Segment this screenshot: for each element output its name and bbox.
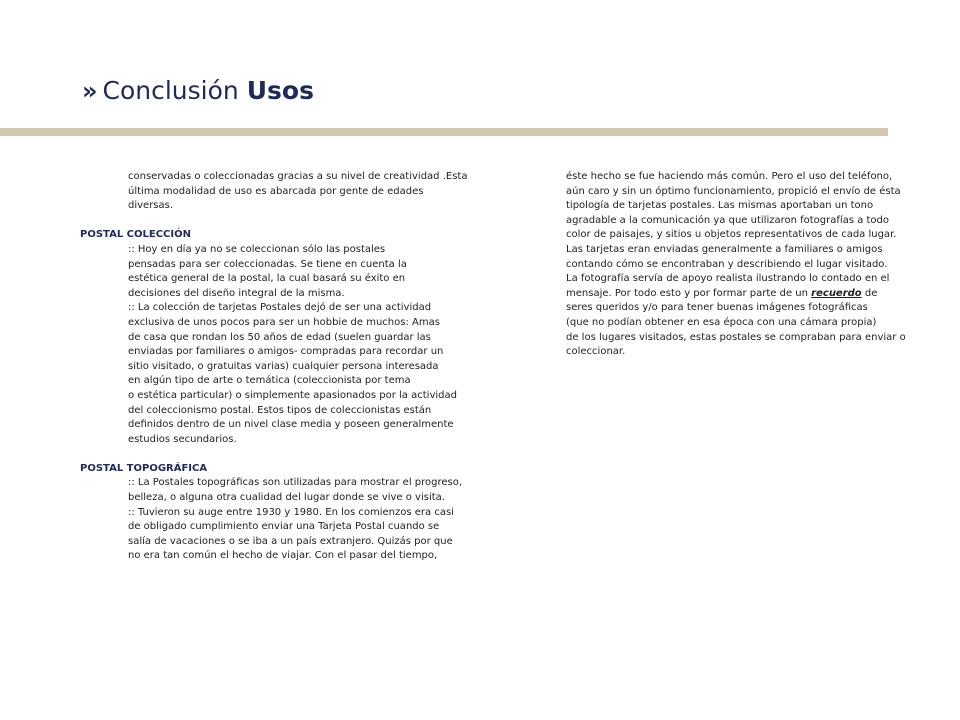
text-line: (que no podían obtener en esa época con una cámara propia) xyxy=(566,316,877,328)
text-line-emphasis xyxy=(566,287,936,302)
text-line: del coleccionismo postal. Estos tipos de coleccionistas están xyxy=(128,404,432,416)
text-line: conservadas o coleccionadas gracias a su nivel de creatividad .Esta xyxy=(128,171,468,182)
text-line: :: La Postales topográficas son utilizadas para mostrar el progreso, xyxy=(128,477,463,489)
text-line: definidos dentro de un nivel clase media y poseen generalmente xyxy=(128,419,454,431)
section-heading-topografica: POSTAL TOPOGRÁFICA xyxy=(80,462,208,474)
text-line: enviadas por familiares o amigos- compradas para recordar un xyxy=(128,346,444,358)
section-heading-coleccion: POSTAL COLECCIÓN xyxy=(80,229,191,241)
text-line: contando cómo se encontraban y describiendo el lugar visitado. xyxy=(566,258,888,270)
page-title xyxy=(82,76,314,105)
emphasized-word: recuerdo xyxy=(811,287,862,299)
text-line: de casa que rondan los 50 años de edad (suelen guardar las xyxy=(128,331,431,343)
section-coleccion-body xyxy=(80,243,500,447)
left-column xyxy=(80,170,500,564)
text-line: estética general de la postal, la cual basará su éxito en xyxy=(128,273,406,285)
text-line: tipología de tarjetas postales. Las mismas aportaban un tono xyxy=(566,200,874,212)
text-line: La fotografía servía de apoyo realista ilustrando lo contado en el xyxy=(566,273,890,285)
accent-divider xyxy=(0,128,888,136)
text-line: última modalidad de uso es abarcada por gente de edades xyxy=(128,185,424,197)
text-line: belleza, o alguna otra cualidad del lugar donde se vive o visita. xyxy=(128,492,445,504)
text-line: pensadas para ser coleccionadas. Se tiene en cuenta la xyxy=(128,258,407,270)
text-line: color de paisajes, y sitios u objetos representativos de cada lugar. xyxy=(566,229,897,241)
text-line: aún caro y sin un óptimo funcionamiento, propició el envío de ésta xyxy=(566,185,901,197)
text-line: en algún tipo de arte o temática (coleccionista por tema xyxy=(128,375,411,387)
text-segment: mensaje. Por todo esto y por formar parte de un xyxy=(566,287,812,299)
text-line: éste hecho se fue haciendo más común. Pero el uso del teléfono, xyxy=(566,171,893,182)
text-segment: de xyxy=(861,287,878,299)
text-line: :: Hoy en día ya no se coleccionan sólo las postales xyxy=(128,243,386,255)
text-line: no era tan común el hecho de viajar. Con el pasar del tiempo, xyxy=(128,550,438,562)
chevron-icon: » xyxy=(82,77,95,105)
text-line: :: Tuvieron su auge entre 1930 y 1980. En los comienzos era casi xyxy=(128,506,454,518)
text-line: sitio visitado, o gratuitas varias) cualquier persona interesada xyxy=(128,360,439,372)
title-main: Conclusión xyxy=(102,76,239,105)
right-column xyxy=(566,170,936,360)
text-line: diversas. xyxy=(128,200,174,212)
text-line: de obligado cumplimiento enviar una Tarjeta Postal cuando se xyxy=(128,521,440,533)
text-line: de los lugares visitados, estas postales se compraban para enviar o xyxy=(566,331,906,343)
text-line: :: La colección de tarjetas Postales dejó de ser una actividad xyxy=(128,302,432,314)
text-line: decisiones del diseño integral de la misma. xyxy=(128,287,345,299)
text-line: exclusiva de unos pocos para ser un hobbie de muchos: Amas xyxy=(128,316,440,328)
text-line: salía de vacaciones o se iba a un país extranjero. Quizás por que xyxy=(128,535,453,547)
title-bold: Usos xyxy=(246,76,314,105)
text-line: seres queridos y/o para tener buenas imágenes fotográficas xyxy=(566,302,868,314)
text-line: estudios secundarios. xyxy=(128,433,237,445)
text-line: o estética particular) o simplemente apasionados por la actividad xyxy=(128,389,457,401)
text-line: coleccionar. xyxy=(566,346,626,358)
text-line: agradable a la comunicación ya que utilizaron fotografías a todo xyxy=(566,214,890,226)
text-line: Las tarjetas eran enviadas generalmente a familiares o amigos xyxy=(566,243,883,255)
section-topografica-body xyxy=(80,476,500,564)
intro-paragraph xyxy=(80,170,500,214)
